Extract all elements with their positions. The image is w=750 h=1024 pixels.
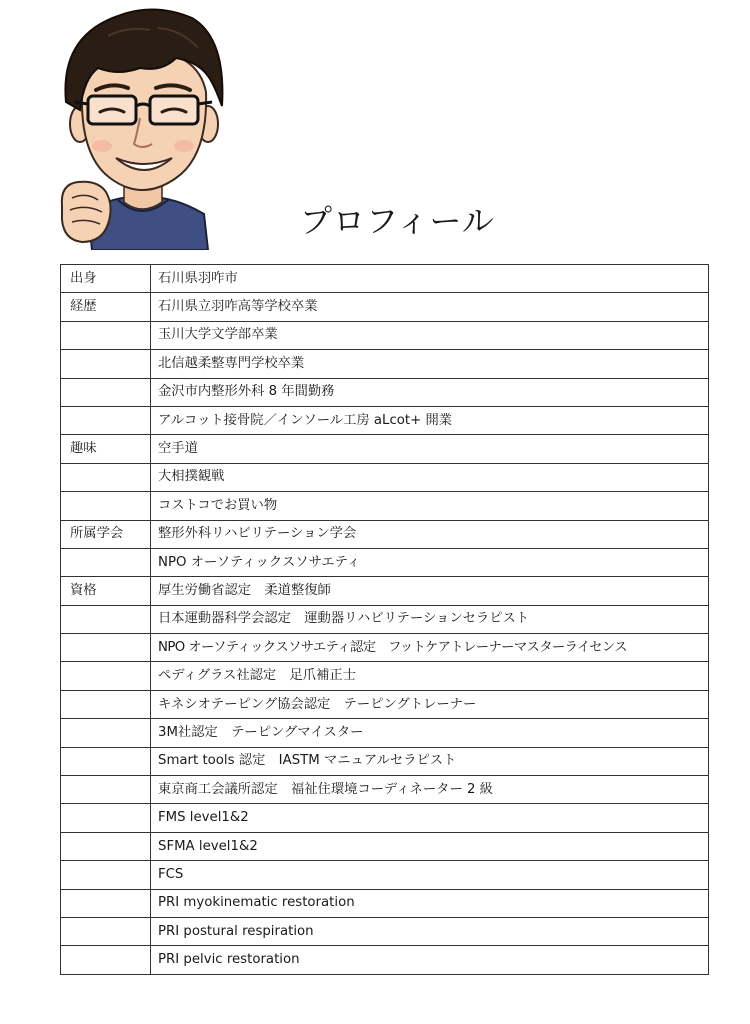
row-value: 金沢市内整形外科 8 年間勤務 [151, 378, 709, 406]
row-category [61, 832, 151, 860]
table-row [61, 690, 709, 718]
row-value: 3M社認定 テーピングマイスター [151, 719, 709, 747]
row-value: SFMA level1&2 [151, 832, 709, 860]
row-value: 東京商工会議所認定 福祉住環境コーディネーター 2 級 [151, 776, 709, 804]
row-category [61, 719, 151, 747]
row-value: 大相撲観戦 [151, 463, 709, 491]
caricature-avatar-icon [58, 6, 226, 250]
table-row [61, 463, 709, 491]
row-category [61, 662, 151, 690]
table-row [61, 861, 709, 889]
row-category [61, 492, 151, 520]
row-value: 整形外科リハビリテーション学会 [151, 520, 709, 548]
row-category [61, 321, 151, 349]
row-value: NPO オーソティックスソサエティ [151, 548, 709, 576]
row-value: 空手道 [151, 435, 709, 463]
row-category [61, 463, 151, 491]
table-row [61, 293, 709, 321]
row-category [61, 917, 151, 945]
table-row [61, 946, 709, 974]
table-row [61, 350, 709, 378]
page-title: プロフィール [300, 202, 495, 240]
table-row [61, 917, 709, 945]
row-category [61, 548, 151, 576]
row-category [61, 378, 151, 406]
table-row [61, 435, 709, 463]
row-value: PRI myokinematic restoration [151, 889, 709, 917]
table-row [61, 776, 709, 804]
row-value: NPO オーソティックスソサエティ認定 フットケアトレーナーマスターライセンス [151, 634, 709, 662]
row-value: 石川県立羽咋高等学校卒業 [151, 293, 709, 321]
row-category [61, 861, 151, 889]
row-category [61, 350, 151, 378]
row-value: Smart tools 認定 IASTM マニュアルセラピスト [151, 747, 709, 775]
row-value: PRI pelvic restoration [151, 946, 709, 974]
row-value: ペディグラス社認定 足爪補正士 [151, 662, 709, 690]
profile-table-body [61, 265, 709, 975]
row-value: FCS [151, 861, 709, 889]
table-row [61, 662, 709, 690]
table-row [61, 378, 709, 406]
table-row [61, 889, 709, 917]
row-value: 日本運動器科学会認定 運動器リハビリテーションセラピスト [151, 605, 709, 633]
table-row [61, 605, 709, 633]
row-category [61, 690, 151, 718]
table-row [61, 577, 709, 605]
row-category: 出身 [61, 265, 151, 293]
row-category: 資格 [61, 577, 151, 605]
table-row [61, 406, 709, 434]
row-value: アルコット接骨院／インソール工房 aLcot+ 開業 [151, 406, 709, 434]
row-value: 玉川大学文学部卒業 [151, 321, 709, 349]
row-category [61, 747, 151, 775]
table-row [61, 747, 709, 775]
row-value: キネシオテーピング協会認定 テーピングトレーナー [151, 690, 709, 718]
table-row [61, 832, 709, 860]
row-value: PRI postural respiration [151, 917, 709, 945]
row-category [61, 776, 151, 804]
table-row [61, 634, 709, 662]
row-value: 石川県羽咋市 [151, 265, 709, 293]
row-category: 趣味 [61, 435, 151, 463]
row-value: コストコでお買い物 [151, 492, 709, 520]
row-category [61, 406, 151, 434]
row-value: FMS level1&2 [151, 804, 709, 832]
table-row [61, 719, 709, 747]
table-row [61, 265, 709, 293]
row-category [61, 946, 151, 974]
table-row [61, 492, 709, 520]
row-category [61, 634, 151, 662]
table-row [61, 548, 709, 576]
profile-table [60, 264, 709, 975]
row-value: 北信越柔整専門学校卒業 [151, 350, 709, 378]
row-category [61, 804, 151, 832]
table-row [61, 321, 709, 349]
row-category: 所属学会 [61, 520, 151, 548]
row-category [61, 889, 151, 917]
row-category: 経歴 [61, 293, 151, 321]
row-category [61, 605, 151, 633]
table-row [61, 804, 709, 832]
table-row [61, 520, 709, 548]
row-value: 厚生労働省認定 柔道整復師 [151, 577, 709, 605]
